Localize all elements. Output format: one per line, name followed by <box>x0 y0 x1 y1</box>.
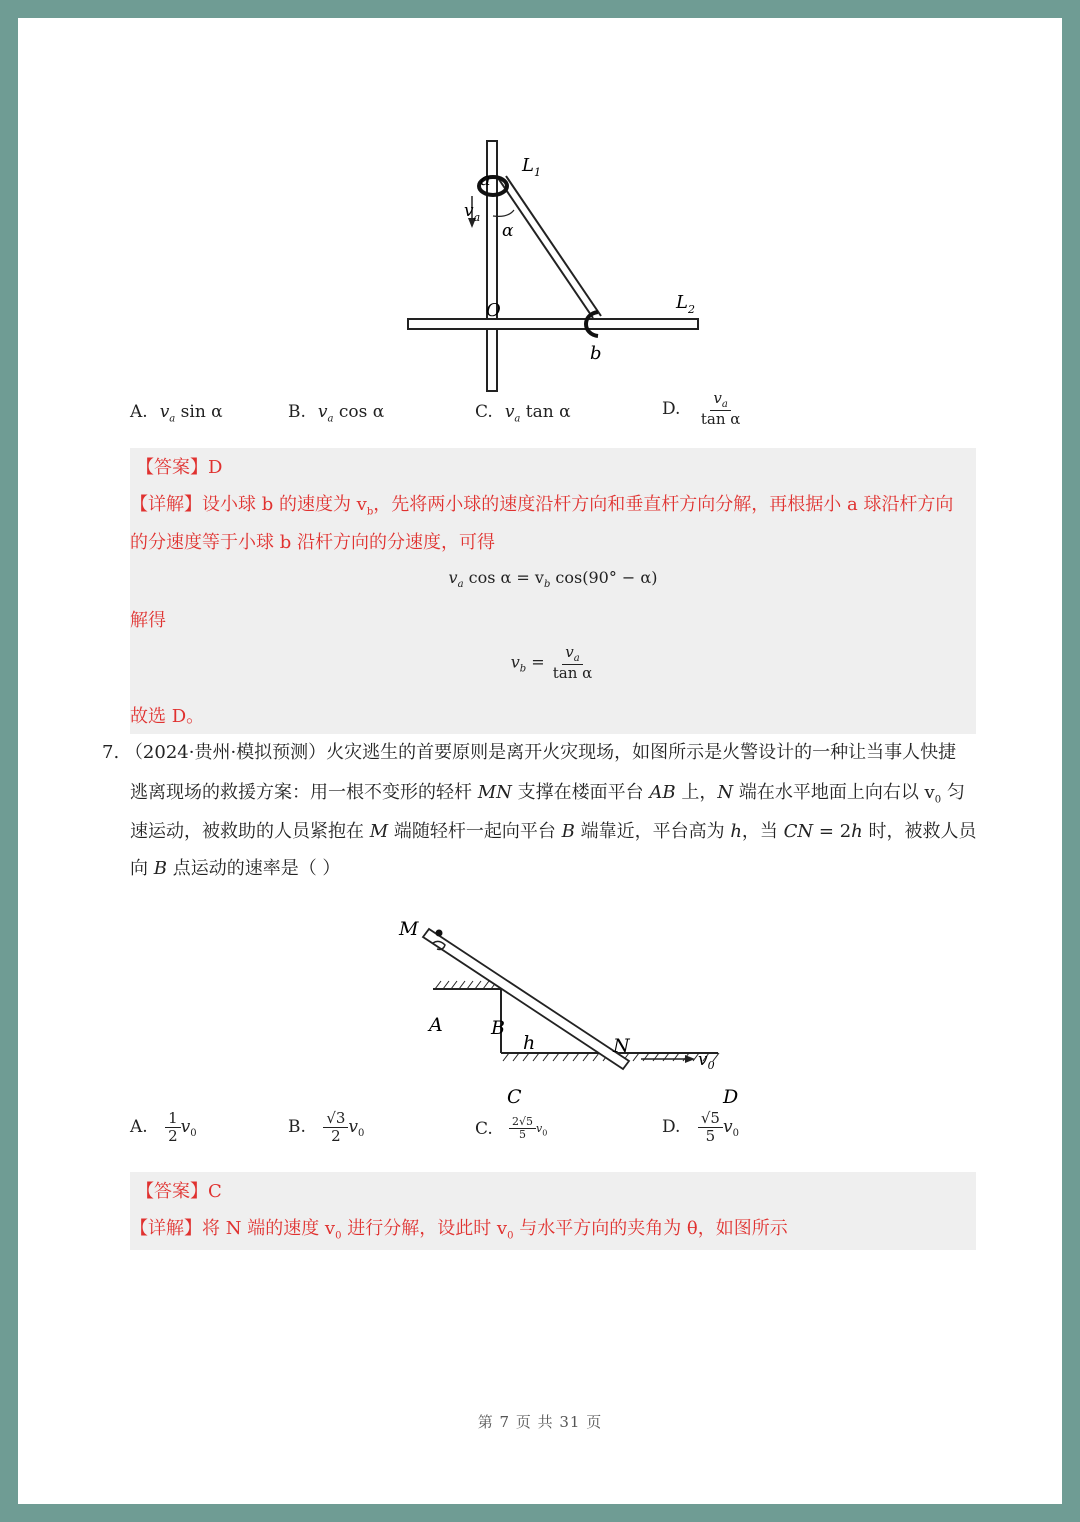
q7-option-b: B. $\frac{√3}{2}$ $v_0$ <box>288 1109 365 1145</box>
q6-answer-block <box>130 448 976 734</box>
q6-detail-line1: 【详解】设小球 b 的速度为 $v_b$，先将两小球的速度沿杆方向和垂直杆方向分解，再根据小 a 球沿杆方向 <box>130 494 954 518</box>
page-footer: 第 7 页 共 31 页 <box>477 1413 603 1431</box>
q7-line4: 向 B 点运动的速率是（ ） <box>130 858 341 879</box>
q6-equation-1: $v_a$ $\cos \alpha = v_b$ cos(90° − α) <box>448 568 658 591</box>
label-v0: $v_0$ <box>698 1050 715 1072</box>
figure-rescue-diagram <box>373 893 753 1108</box>
q7-option-d: D. $\frac{√5}{5}$ $v_0$ <box>662 1109 739 1145</box>
label-L2: $L_2$ <box>676 292 695 316</box>
label-M: M <box>399 918 419 940</box>
q6-equation-2: $v_b$ = $\frac{v_a}{\text{tan α}}$ <box>510 643 593 682</box>
label-A: A <box>429 1014 443 1036</box>
label-C: C <box>507 1086 522 1108</box>
q6-option-d: D. $\frac{v_a}{\text{tan α}}$ <box>662 389 741 428</box>
label-h: h <box>523 1032 536 1054</box>
q6-option-a: A. $v_a$ sin α <box>130 402 223 425</box>
label-va: $v_a$ <box>464 201 481 224</box>
q6-option-c: C. $v_a$ tan α <box>475 402 571 425</box>
label-L1: $L_1$ <box>522 155 541 179</box>
q6-solve-label: 解得 <box>130 610 166 631</box>
q6-answer-line: 【答案】D <box>136 457 223 478</box>
q7-line2: 逃离现场的救援方案：用一根不变形的轻杆 MN 支撑在楼面平台 AB 上，N 端在水平地面上向右以 $v_0$ 匀 <box>130 782 965 806</box>
label-O: O <box>486 300 501 321</box>
label-b: b <box>590 343 602 364</box>
label-N: N <box>613 1035 630 1057</box>
q6-option-b: B. $v_a$ cos α <box>288 402 385 425</box>
label-a: a <box>480 169 491 190</box>
figure-rods-diagram <box>400 136 720 396</box>
q7-option-c: C. $\frac{2√5}{5}$ $v_0$ <box>475 1115 548 1142</box>
q6-detail-line2: 的分速度等于小球 b 沿杆方向的分速度，可得 <box>130 532 495 553</box>
q7-detail-line: 【详解】将 N 端的速度 $v_0$ 进行分解，设此时 $v_0$ 与水平方向的夹角为 θ，如图所示 <box>130 1218 788 1242</box>
document-page <box>18 18 1062 1504</box>
label-B: B <box>491 1017 505 1039</box>
label-D: D <box>723 1086 739 1108</box>
horizontal-rod-L2 <box>408 319 698 329</box>
label-alpha: α <box>502 221 514 241</box>
q7-line3: 速运动，被救助的人员紧抱在 M 端随轻杆一起向平台 B 端靠近，平台高为 h，当 CN = 2h 时，被救人员 <box>130 821 977 842</box>
q6-conclusion: 故选 D。 <box>130 706 205 727</box>
person-icon <box>436 930 443 937</box>
q7-answer-block <box>130 1172 976 1250</box>
q7-line1: 7. （2024·贵州·模拟预测）火灾逃生的首要原则是离开火灾现场，如图所示是火警设计的一种让当事人快捷 <box>102 742 957 763</box>
q7-option-a: A. $\frac{1}{2}$ $v_0$ <box>130 1109 197 1145</box>
q7-answer-line: 【答案】C <box>136 1181 222 1202</box>
connecting-rod <box>498 178 593 318</box>
